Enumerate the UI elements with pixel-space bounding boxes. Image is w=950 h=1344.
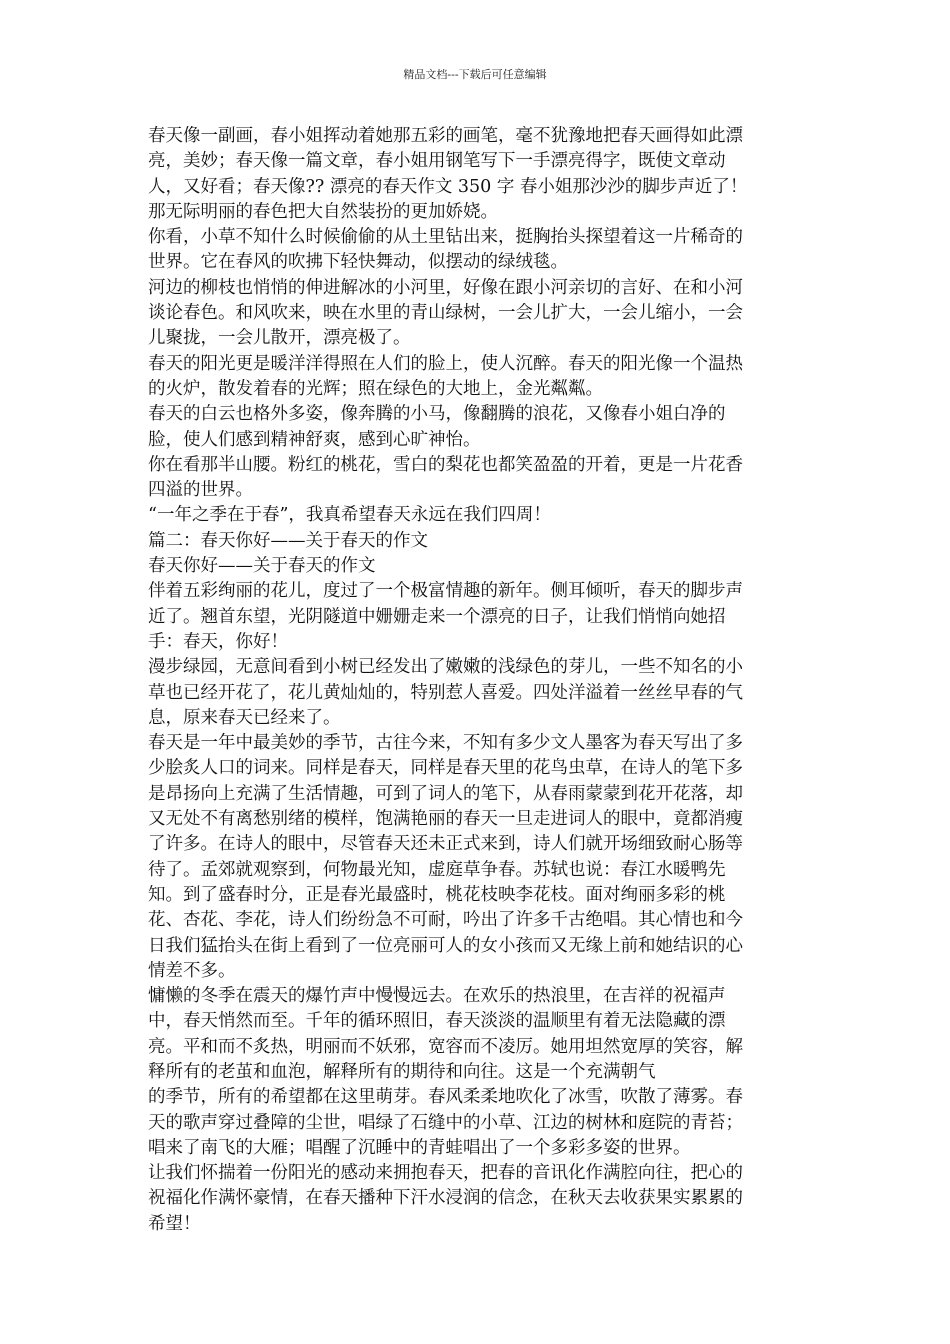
text-line: 花、杏花、李花，诗人们纷纷急不可耐，吟出了许多千古绝唱。其心情也和今 <box>148 910 743 931</box>
text-line: 春天是一年中最美妙的季节，古往今来，不知有多少文人墨客为春天写出了多 <box>148 733 743 754</box>
text-line: 了许多。在诗人的眼中，尽管春天还未正式来到，诗人们就开场细致耐心肠等 <box>148 834 743 855</box>
text-line: 漫步绿园，无意间看到小树已经发出了嫩嫩的浅绿色的芽儿，一些不知名的小 <box>148 657 743 678</box>
text-line: 少脍炙人口的词来。同样是春天，同样是春天里的花鸟虫草，在诗人的笔下多 <box>148 758 743 779</box>
text-line: 世界。它在春风的吹拂下轻快舞动，似摆动的绿绒毯。 <box>148 252 568 273</box>
text-line: 近了。翘首东望，光阴隧道中姗姗走来一个漂亮的日子，让我们悄悄向她招 <box>148 606 726 627</box>
text-line: 唱来了南飞的大雁；唱醒了沉睡中的青蛙唱出了一个多彩多姿的世界。 <box>148 1137 691 1158</box>
text-line: “一年之季在于春”，我真希望春天永远在我们四周！ <box>148 505 551 526</box>
text-line: 慵懒的冬季在震天的爆竹声中慢慢远去。在欢乐的热浪里，在吉祥的祝福声 <box>148 986 726 1007</box>
text-line: 脸，使人们感到精神舒爽，感到心旷神怡。 <box>148 429 481 450</box>
page-header: 精品文档---下载后可任意编辑 <box>403 68 547 81</box>
text-line: 河边的柳枝也悄悄的伸进解冰的小河里，好像在跟小河亲切的言好、在和小河 <box>148 277 743 298</box>
text-line: 你在看那半山腰。粉红的桃花，雪白的梨花也都笑盈盈的开着，更是一片花香 <box>148 454 743 475</box>
text-line: 伴着五彩绚丽的花儿，度过了一个极富情趣的新年。侧耳倾听，春天的脚步声 <box>148 581 743 602</box>
text-line: 人，又好看；春天像?? 漂亮的春天作文 350 字 春小姐那沙沙的脚步声近了！ <box>148 176 748 197</box>
text-line: 待了。孟郊就观察到，何物最光知，虚庭草争春。苏轼也说：春江水暖鸭先 <box>148 859 726 880</box>
text-line: 春天你好——关于春天的作文 <box>148 556 376 577</box>
text-line: 让我们怀揣着一份阳光的感动来拥抱春天，把春的音讯化作满腔向往，把心的 <box>148 1163 743 1184</box>
text-line: 儿聚拢，一会儿散开，漂亮极了。 <box>148 328 411 349</box>
text-line: 亮，美妙；春天像一篇文章，春小姐用钢笔写下一手漂亮得字，既使文章动 <box>148 151 726 172</box>
text-line: 篇二：春天你好——关于春天的作文 <box>148 530 428 551</box>
text-line: 知。到了盛春时分，正是春光最盛时，桃花枝映李花枝。面对绚丽多彩的桃 <box>148 884 726 905</box>
text-line: 你看，小草不知什么时候偷偷的从土里钻出来，挺胸抬头探望着这一片稀奇的 <box>148 227 743 248</box>
text-line: 中，春天悄然而至。千年的循环照旧，春天淡淡的温顺里有着无法隐藏的漂 <box>148 1011 726 1032</box>
text-line: 日我们猛抬头在街上看到了一位亮丽可人的女小孩而又无缘上前和她结识的心 <box>148 935 743 956</box>
text-line: 又无处不有离愁别绪的模样，饱满艳丽的春天一旦走进词人的眼中，竟都消瘦 <box>148 809 743 830</box>
text-line: 那无际明丽的春色把大自然装扮的更加娇娆。 <box>148 201 498 222</box>
text-line: 情差不多。 <box>148 960 236 981</box>
text-line: 息，原来春天已经来了。 <box>148 707 341 728</box>
text-line: 亮。平和而不炙热，明丽而不妖邪，宽容而不凌厉。她用坦然宽厚的笑容，解 <box>148 1036 743 1057</box>
text-line: 四溢的世界。 <box>148 480 253 501</box>
text-line: 的季节，所有的希望都在这里萌芽。春风柔柔地吹化了冰雪，吹散了薄雾。春 <box>148 1087 743 1108</box>
text-line: 祝福化作满怀豪情，在春天播种下汗水浸润的信念，在秋天去收获果实累累的 <box>148 1188 743 1209</box>
text-line: 手：春天，你好！ <box>148 631 288 652</box>
text-line: 草也已经开花了，花儿黄灿灿的，特别惹人喜爱。四处洋溢着一丝丝早春的气 <box>148 682 743 703</box>
text-line: 希望！ <box>148 1213 201 1234</box>
text-line: 春天的白云也格外多姿，像奔腾的小马，像翻腾的浪花，又像春小姐白净的 <box>148 404 726 425</box>
text-line: 的火炉，散发着春的光辉；照在绿色的大地上，金光粼粼。 <box>148 378 603 399</box>
text-line: 春天像一副画，春小姐挥动着她那五彩的画笔，毫不犹豫地把春天画得如此漂 <box>148 126 743 146</box>
text-line: 是昂扬向上充满了生活情趣，可到了词人的笔下，从春雨蒙蒙到花开花落，却 <box>148 783 743 804</box>
text-line: 谈论春色。和风吹来，映在水里的青山绿树，一会儿扩大，一会儿缩小，一会 <box>148 303 743 324</box>
text-line: 释所有的老茧和血泡，解释所有的期待和向往。这是一个充满朝气 <box>148 1061 656 1082</box>
document-body <box>148 124 810 1237</box>
text-line: 天的歌声穿过叠障的尘世，唱绿了石缝中的小草、江边的树林和庭院的青苔； <box>148 1112 743 1133</box>
text-line: 春天的阳光更是暖洋洋得照在人们的脸上，使人沉醉。春天的阳光像一个温热 <box>148 353 743 374</box>
